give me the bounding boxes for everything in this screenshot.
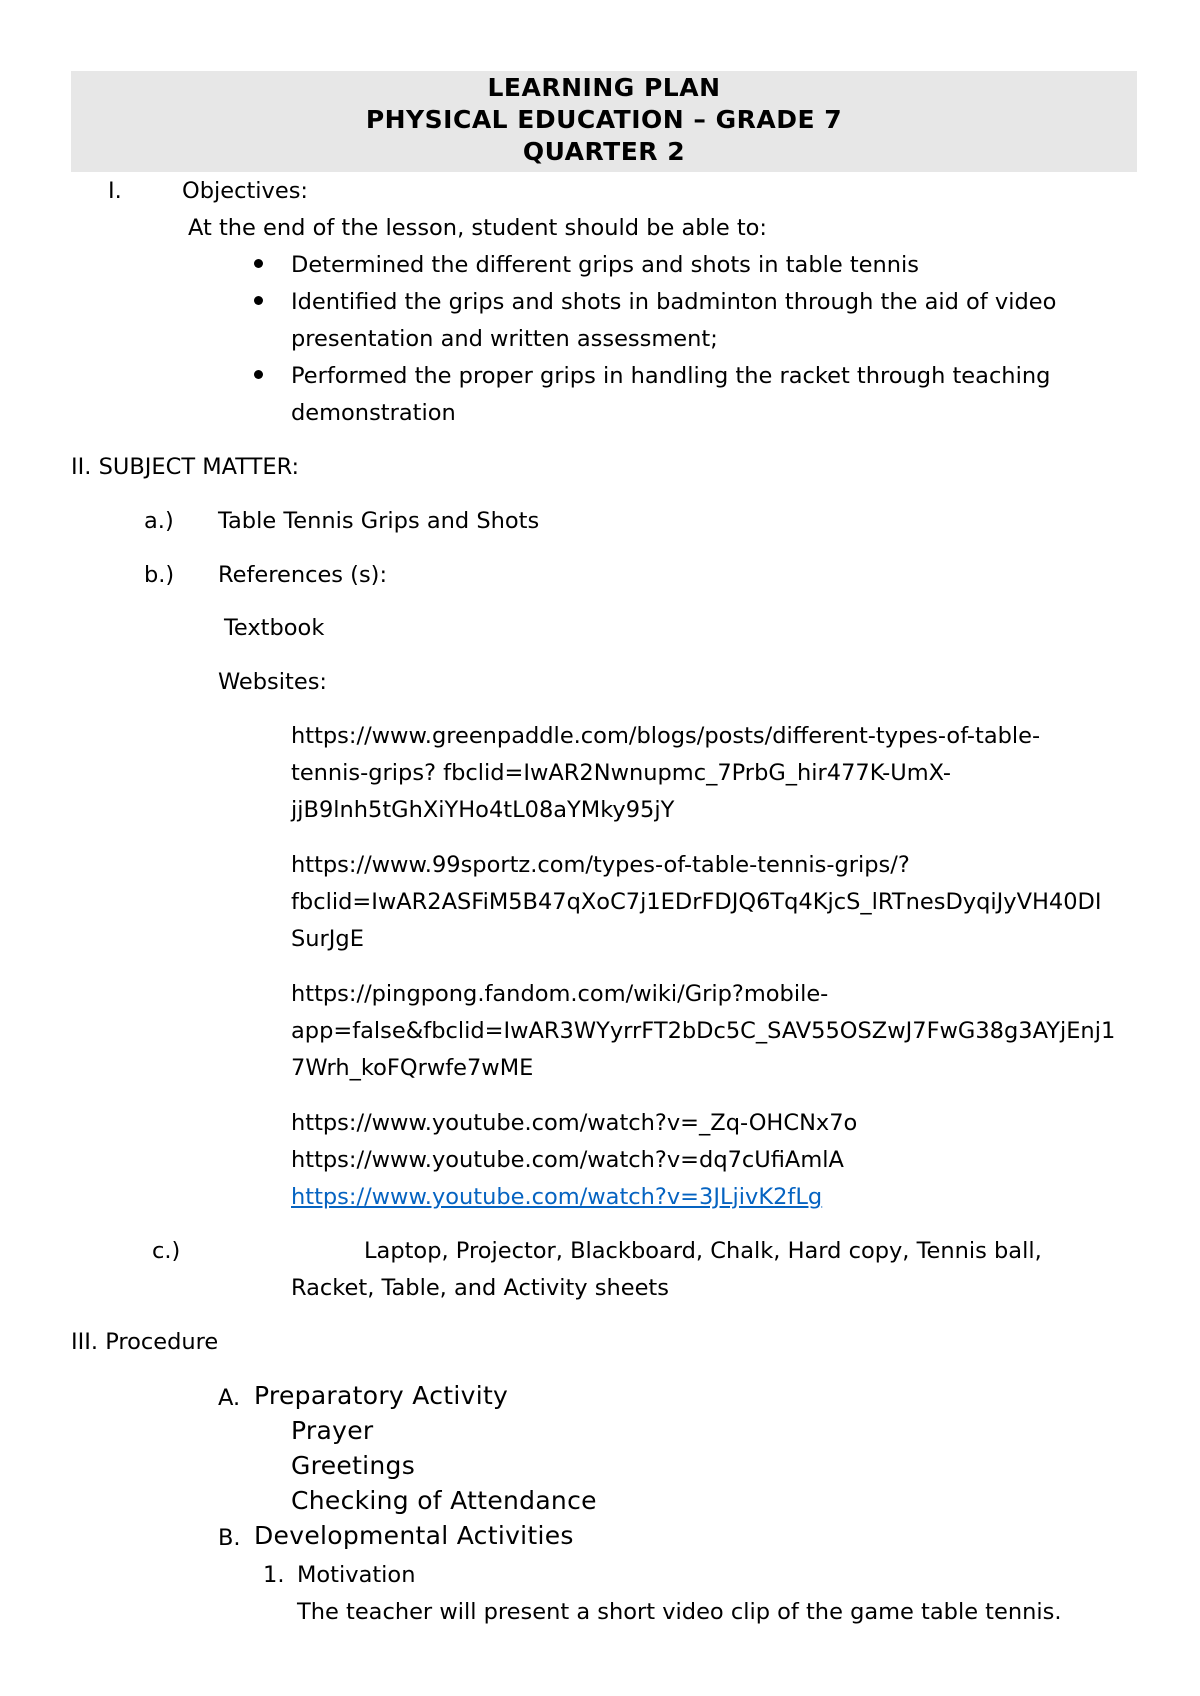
objective-item-continued: presentation and written assessment; xyxy=(291,326,718,352)
youtube-reference: https://www.youtube.com/watch?v=_Zq-OHCNx7o xyxy=(291,1110,858,1136)
objective-item: Performed the proper grips in handling the racket through teaching xyxy=(291,363,1051,389)
item-label-a: a.) xyxy=(144,508,174,534)
document-quarter: QUARTER 2 xyxy=(522,137,686,166)
developmental-activities-title: Developmental Activities xyxy=(254,1521,574,1550)
objective-item: Determined the different grips and shots in table tennis xyxy=(291,252,920,278)
document-subtitle: PHYSICAL EDUCATION – GRADE 7 xyxy=(365,105,843,134)
sub-step-number: 1. xyxy=(263,1562,285,1588)
youtube-link[interactable]: https://www.youtube.com/watch?v=3JLjivK2fLg xyxy=(291,1184,823,1210)
youtube-reference: https://www.youtube.com/watch?v=dq7cUfiAmlA xyxy=(291,1147,844,1173)
step-label-b: B. xyxy=(218,1525,241,1551)
website-reference: https://pingpong.fandom.com/wiki/Grip?mobile- xyxy=(291,981,829,1007)
objectives-heading: Objectives: xyxy=(182,178,308,204)
textbook-reference: Textbook xyxy=(224,615,325,641)
procedure-heading: III. Procedure xyxy=(71,1329,219,1355)
bullet-icon xyxy=(254,259,263,268)
subject-matter-heading: II. SUBJECT MATTER: xyxy=(71,454,300,480)
preparatory-item: Checking of Attendance xyxy=(291,1486,597,1515)
objective-item: Identified the grips and shots in badminton through the aid of video xyxy=(291,289,1057,315)
references-label: References (s): xyxy=(218,562,388,588)
website-reference: https://www.greenpaddle.com/blogs/posts/different-types-of-table- xyxy=(291,723,1041,749)
preparatory-activity-title: Preparatory Activity xyxy=(254,1381,509,1410)
step-label-a: A. xyxy=(218,1385,241,1411)
bullet-icon xyxy=(254,370,263,379)
section-numeral-objectives: I. xyxy=(108,178,122,204)
website-reference: fbclid=IwAR2ASFiM5B47qXoC7j1EDrFDJQ6Tq4KjcS_lRTnesDyqiJyVH40DI xyxy=(291,889,1102,915)
document-title: LEARNING PLAN xyxy=(487,73,721,102)
preparatory-item: Greetings xyxy=(291,1451,416,1480)
motivation-title: Motivation xyxy=(297,1562,416,1588)
materials-list: Laptop, Projector, Blackboard, Chalk, Hard copy, Tennis ball, xyxy=(364,1238,1042,1264)
website-reference: https://www.99sportz.com/types-of-table-tennis-grips/? xyxy=(291,852,910,878)
motivation-text: The teacher will present a short video clip of the game table tennis. xyxy=(297,1599,1062,1625)
preparatory-item: Prayer xyxy=(291,1416,374,1445)
subject-topic: Table Tennis Grips and Shots xyxy=(218,508,540,534)
item-label-c: c.) xyxy=(152,1238,181,1264)
website-reference: SurJgE xyxy=(291,926,364,952)
title-block xyxy=(71,71,1137,172)
materials-list-continued: Racket, Table, and Activity sheets xyxy=(291,1275,669,1301)
websites-label: Websites: xyxy=(218,669,327,695)
objective-item-continued: demonstration xyxy=(291,400,456,426)
website-reference: tennis-grips? fbclid=IwAR2Nwnupmc_7PrbG_hir477K-UmX- xyxy=(291,760,952,786)
website-reference: 7Wrh_koFQrwfe7wME xyxy=(291,1055,534,1081)
website-reference: app=false&fbclid=IwAR3WYyrrFT2bDc5C_SAV55OSZwJ7FwG38g3AYjEnj1 xyxy=(291,1018,1116,1044)
objectives-intro: At the end of the lesson, student should be able to: xyxy=(188,215,767,241)
website-reference: jjB9lnh5tGhXiYHo4tL08aYMky95jY xyxy=(291,797,675,823)
bullet-icon xyxy=(254,296,263,305)
item-label-b: b.) xyxy=(144,562,175,588)
